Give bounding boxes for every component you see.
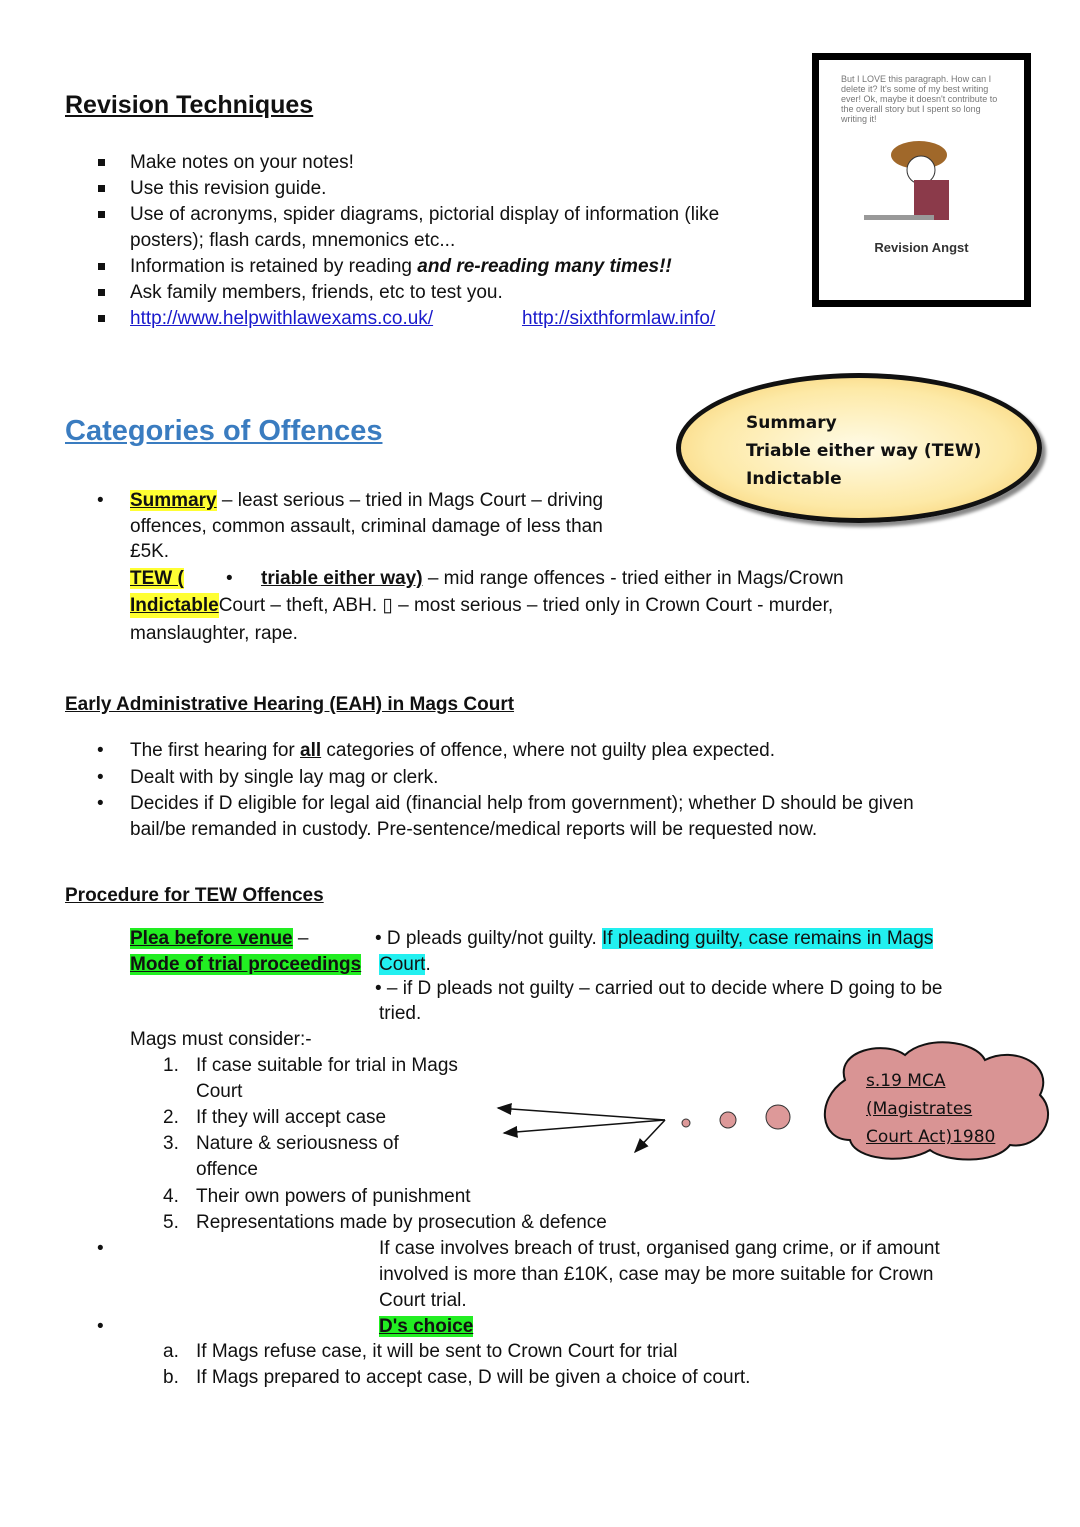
tew-procedure-title: Procedure for TEW Offences (65, 885, 324, 906)
text: Court – theft, ABH. ▯ – most serious – tried only in Crown Court - murder, (218, 595, 834, 616)
link-helpwithlawexams[interactable]: http://www.helpwithlawexams.co.uk/ (130, 308, 434, 329)
bullet: • (97, 490, 104, 511)
text: Information is retained by reading (130, 256, 418, 277)
text: – least serious – tried in Mags Court – driving (216, 490, 604, 511)
eah-title: Early Administrative Hearing (EAH) in Mags Court (65, 694, 515, 715)
text: – (292, 928, 309, 949)
tew-line (130, 566, 184, 592)
bullet: • (97, 740, 104, 761)
summary-line (130, 488, 603, 514)
oval-item: Summary (746, 413, 837, 433)
list-item: If they will accept case (196, 1107, 387, 1128)
emphasis: all (300, 740, 322, 761)
text-line: offences, common assault, criminal damage of less than (130, 516, 603, 537)
summary-label: Summary (130, 490, 217, 511)
bullet (98, 211, 105, 218)
text: The first hearing for (130, 740, 301, 761)
plea-before-venue: Plea before venue (130, 928, 293, 949)
list-item (130, 254, 672, 280)
list-number: 1. (163, 1055, 179, 1076)
text-line: involved is more than £10K, case may be more suitable for Crown (379, 1264, 934, 1285)
tew-label: TEW ( (130, 568, 184, 589)
link-sixthformlaw[interactable]: http://sixthformlaw.info/ (522, 308, 716, 329)
plea-text (375, 926, 933, 952)
tew-full: triable either way) (261, 568, 423, 589)
mot-line (130, 952, 361, 978)
bullet: • (97, 1316, 104, 1337)
list-item: Court (196, 1081, 243, 1102)
bullet: • (226, 568, 233, 589)
list-item: bail/be remanded in custody. Pre-sentence/medical reports will be requested now. (130, 819, 818, 840)
list-item: Make notes on your notes! (130, 152, 354, 173)
plea-text: • – if D pleads not guilty – carried out to decide where D going to be (375, 978, 943, 999)
bullet: • (97, 767, 104, 788)
indictable-label: Indictable (130, 595, 219, 616)
list-item: offence (196, 1159, 258, 1180)
emphasis: and re-reading many times!! (417, 256, 672, 277)
list-item: Representations made by prosecution & defence (196, 1212, 607, 1233)
list-letter: a. (163, 1341, 179, 1362)
text-line: Court trial. (379, 1290, 467, 1311)
list-item: If Mags refuse case, it will be sent to Crown Court for trial (196, 1341, 678, 1362)
bullet (98, 315, 105, 322)
cartoon-caption: Revision Angst (874, 240, 969, 255)
list-item: Their own powers of punishment (196, 1186, 471, 1207)
list-number: 2. (163, 1107, 179, 1128)
cloud-text: Court Act)1980 (866, 1127, 996, 1147)
text: categories of offence, where not guilty plea expected. (321, 740, 775, 761)
list-number: 3. (163, 1133, 179, 1154)
tew-line-text (261, 566, 844, 592)
oval-item: Triable either way (TEW) (746, 441, 982, 461)
text-line: £5K. (130, 541, 170, 562)
list-item: Decides if D eligible for legal aid (financial help from government); whether D should be given (130, 793, 914, 814)
list-letter: b. (163, 1367, 179, 1388)
revision-title: Revision Techniques (65, 91, 314, 119)
highlight: Court (379, 954, 426, 975)
list-number: 5. (163, 1212, 179, 1233)
list-item: posters); flash cards, mnemonics etc... (130, 230, 456, 251)
list-item: If case suitable for trial in Mags (196, 1055, 458, 1076)
list-item: Nature & seriousness of (196, 1133, 399, 1154)
list-number: 4. (163, 1186, 179, 1207)
bullet: • (97, 1238, 104, 1259)
oval-item: Indictable (746, 469, 842, 489)
mode-of-trial: Mode of trial proceedings (130, 954, 362, 975)
cartoon-text: But I LOVE this paragraph. How can I delete it? It's some of my best writing ever! Ok, maybe it doesn't contribute to the overall story but I spent so long writing it! (841, 74, 998, 124)
bullet: • (97, 793, 104, 814)
bullet (98, 263, 105, 270)
plea-text: tried. (379, 1003, 422, 1024)
list-item (130, 738, 775, 764)
cloud-text: (Magistrates (866, 1099, 973, 1119)
list-item: Use this revision guide. (130, 178, 327, 199)
bullet (98, 289, 105, 296)
indictable-line (130, 593, 833, 619)
writer-illustration-icon (859, 130, 989, 230)
text: – mid range offences - tried either in Mags/Crown (422, 568, 844, 589)
bullet (98, 159, 105, 166)
list-item: If Mags prepared to accept case, D will be given a choice of court. (196, 1367, 751, 1388)
thought-arrows-icon (490, 1090, 810, 1160)
text-line: manslaughter, rape. (130, 623, 298, 644)
cartoon-image (812, 53, 1031, 307)
pbv-line (130, 926, 308, 952)
categories-title: Categories of Offences (65, 415, 383, 447)
list-item: Dealt with by single lay mag or clerk. (130, 767, 439, 788)
list-item: Ask family members, friends, etc to test you. (130, 282, 503, 303)
text-line: If case involves breach of trust, organised gang crime, or if amount (379, 1238, 940, 1259)
consider-label: Mags must consider:- (130, 1029, 312, 1050)
list-item: Use of acronyms, spider diagrams, pictorial display of information (like (130, 204, 720, 225)
text: • D pleads guilty/not guilty. (375, 928, 603, 949)
plea-text (379, 952, 431, 978)
text: . (425, 954, 431, 975)
bullet (98, 185, 105, 192)
d-choice: D's choice (379, 1316, 474, 1337)
cloud-text: s.19 MCA (866, 1071, 946, 1091)
highlight: If pleading guilty, case remains in Mags (602, 928, 934, 949)
choice-line (379, 1314, 473, 1340)
